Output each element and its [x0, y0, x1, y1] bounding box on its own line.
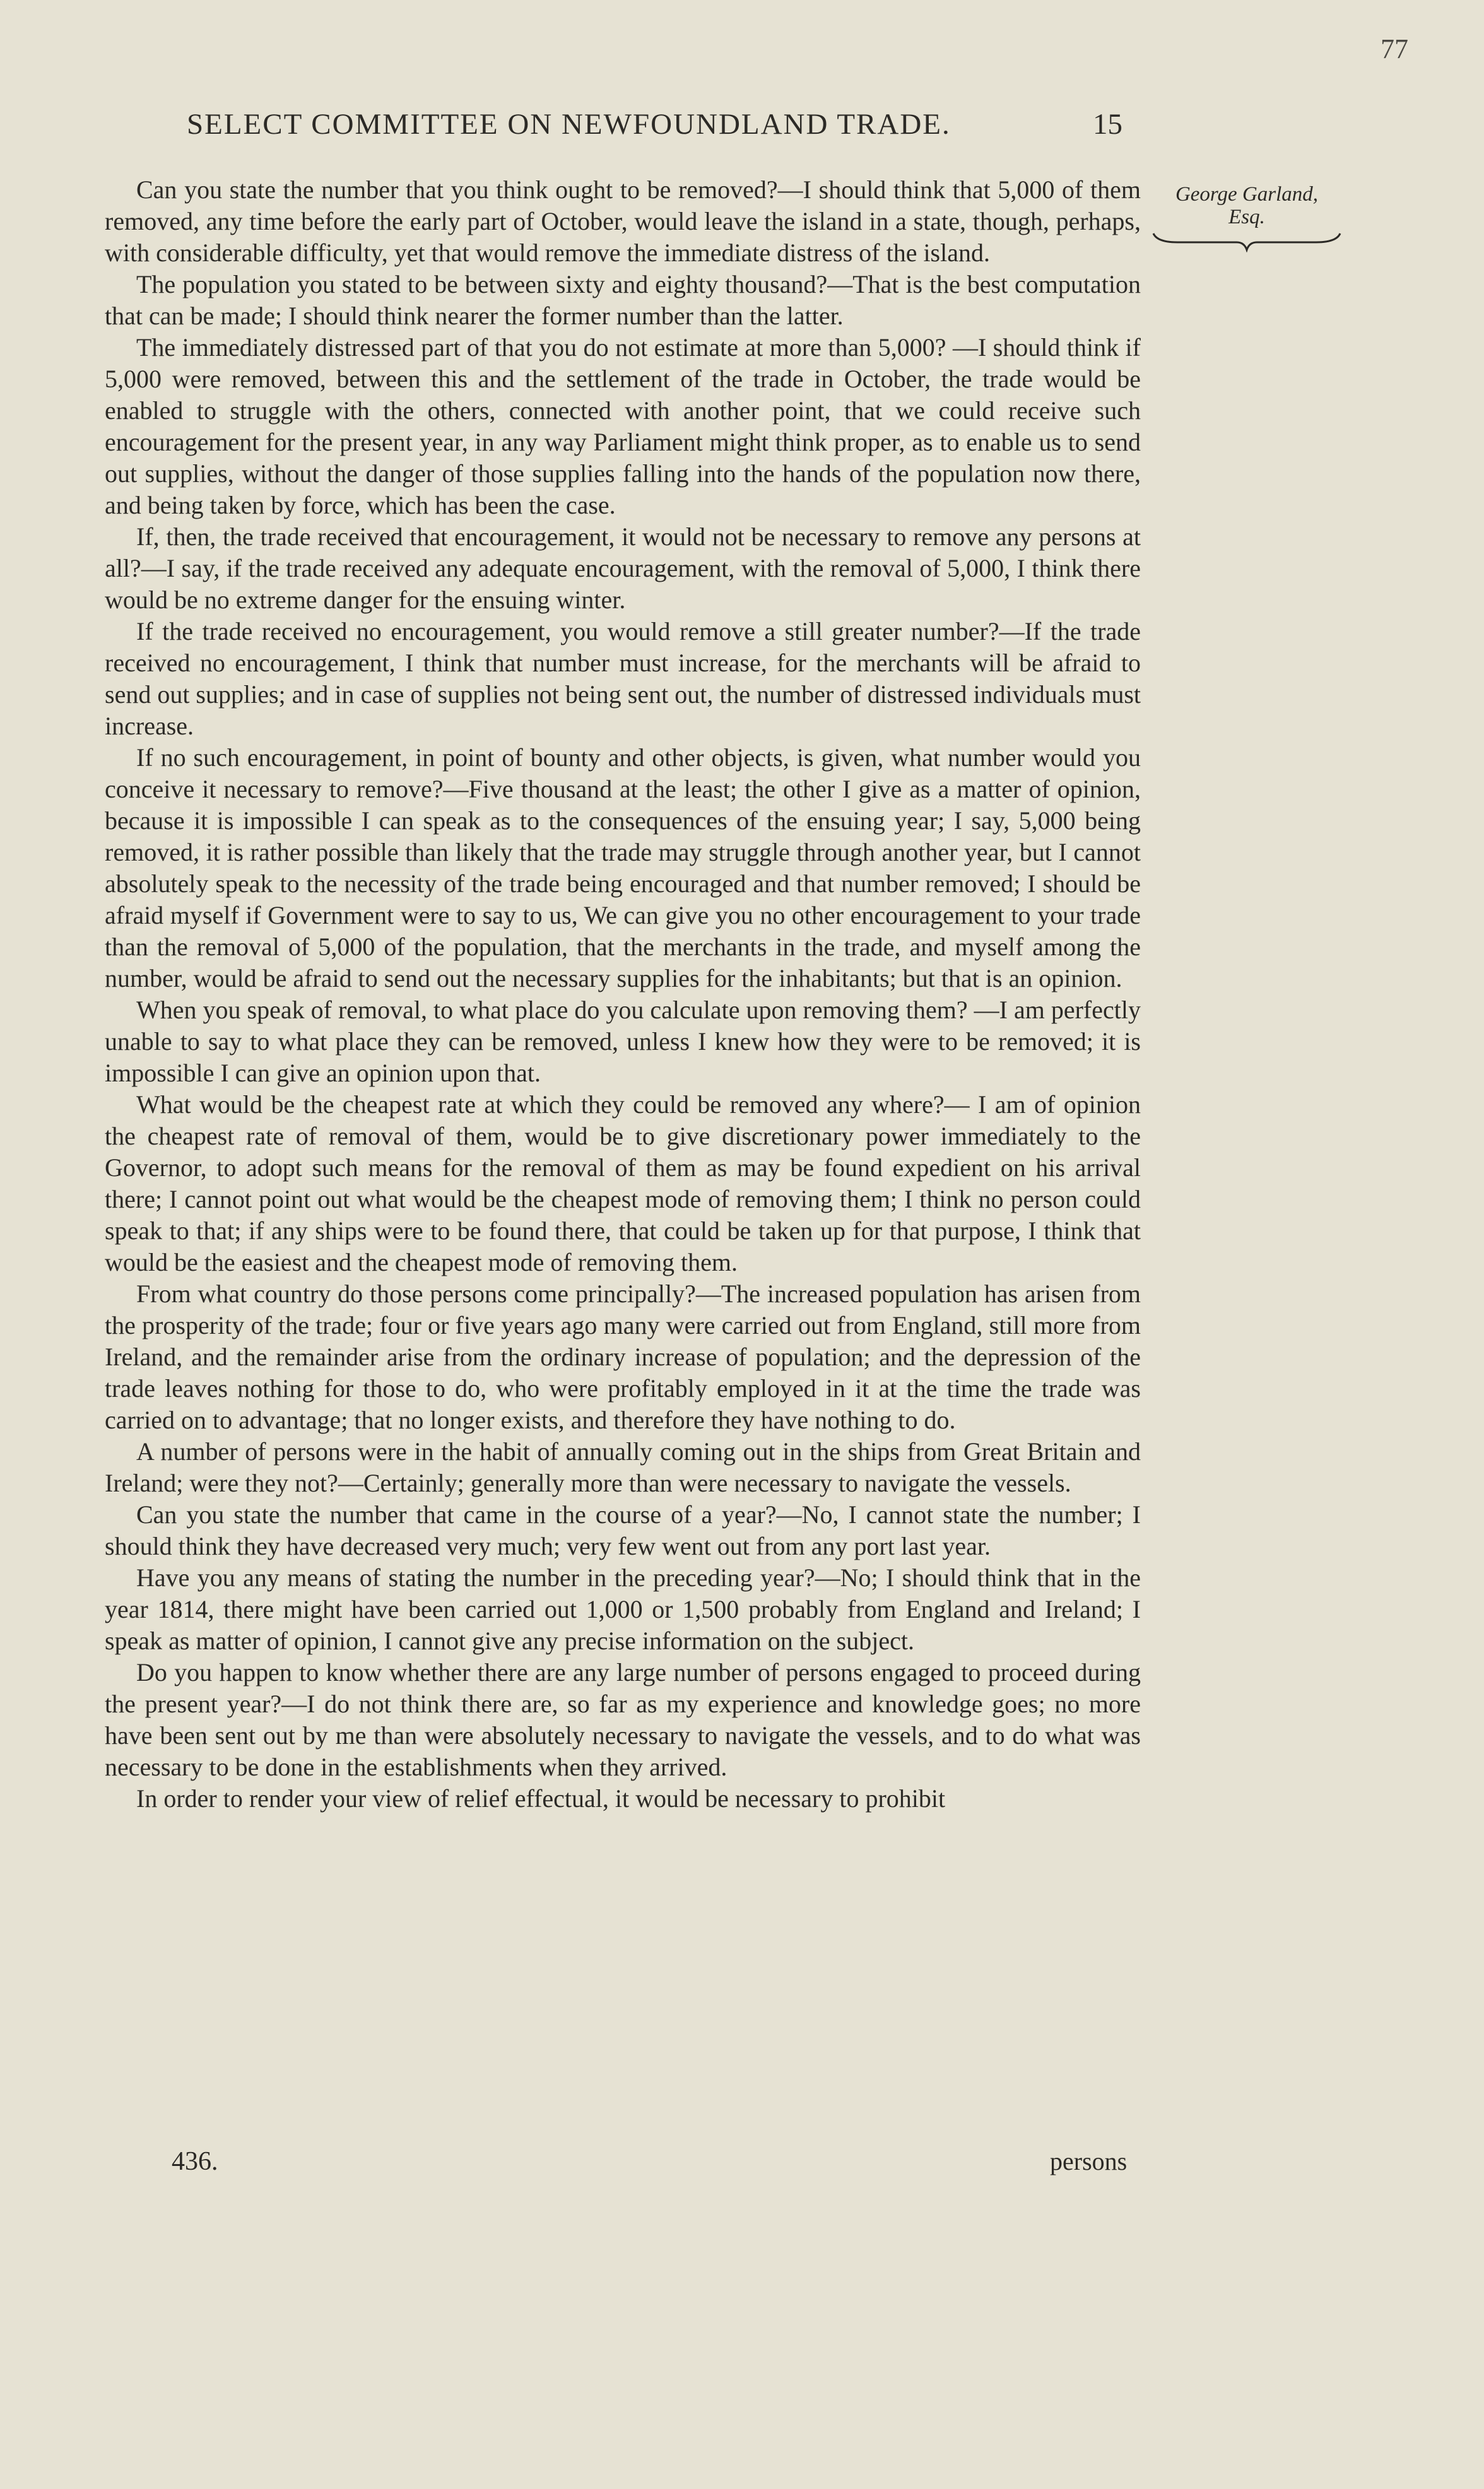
running-header — [187, 107, 1133, 141]
paragraph: If, then, the trade received that encouragement, it would not be necessary to remove any persons at all?—I say, if the trade received any adequate encouragement, with the removal of 5,000, I think there would be no extreme danger for the ensuing winter. — [105, 522, 1141, 614]
header-title: SELECT COMMITTEE ON NEWFOUNDLAND TRADE. — [187, 108, 951, 141]
catchword: persons — [1050, 2147, 1128, 2175]
paragraph: A number of persons were in the habit of annually coming out in the ships from Great Britain and Ireland; were they not?—Certainly; generally more than were necessary to navigate the vessels. — [105, 1437, 1141, 1497]
page-number: 77 — [1381, 33, 1408, 64]
paragraph: Do you happen to know whether there are any large number of persons engaged to proceed during the present year?—I do not think there are, so far as my experience and knowledge goes; no more have been sent out by me than were absolutely necessary to navigate the vessels, and to do what was necessary to be done in the establishments when they arrived. — [105, 1658, 1141, 1781]
paragraph: Have you any means of stating the number in the preceding year?—No; I should think that in the year 1814, there might have been carried out 1,000 or 1,500 probably from England and Ireland; I speak as matter of opinion, I cannot give any precise information on the subject. — [105, 1563, 1141, 1655]
witness-suffix: Esq. — [1228, 206, 1265, 228]
sheet-number: 15 — [1093, 108, 1122, 141]
paragraph: If the trade received no encouragement, you would remove a still greater number?—If the trade received no encouragement, I think that number must increase, for the merchants will be afraid to send out supplies; and in case of supplies not being sent out, the number of distressed individuals must increase. — [105, 617, 1141, 740]
paragraph: What would be the cheapest rate at which they could be removed any where?— I am of opinion the cheapest rate of removal of them, would be to give discretionary power immediately to the Governor, to adopt such means for the removal of them as may be found expedient on his arrival there; I cannot point out what would be the cheapest mode of removing them; I think no person could speak to that; if any ships were to be found there, that could be taken up for that purpose, I think that would be the easiest and the cheapest mode of removing them. — [105, 1090, 1141, 1276]
paragraph: Can you state the number that you think ought to be removed?—I should think that 5,000 of them removed, any time before the early part of October, would leave the island in a state, though, perhaps, with considerable difficulty, yet that would remove the immediate distress of the island. — [105, 175, 1141, 267]
witness-name: George Garland, — [1175, 183, 1319, 206]
brace-icon — [1152, 231, 1341, 252]
paragraph: Can you state the number that came in the course of a year?—No, I cannot state the number; I should think they have decreased very much; very few went out from any port last year. — [105, 1500, 1141, 1560]
body-text — [105, 174, 1141, 1815]
paragraph: When you speak of removal, to what place do you calculate upon removing them? —I am perfectly unable to say to what place they can be removed, unless I knew how they were to be removed; it is impossible I can give an opinion upon that. — [105, 996, 1141, 1087]
paragraph: If no such encouragement, in point of bounty and other objects, is given, what number would you conceive it necessary to remove?—Five thousand at the least; the other I give as a matter of opinion, because it is impossible I can speak as to the consequences of the ensuing year; I say, 5,000 being removed, it is rather possible than likely that the trade may struggle through another year, but I cannot absolutely speak to the necessity of the trade being encouraged and that number removed; I should be afraid myself if Government were to say to us, We can give you no other encouragement to your trade than the removal of 5,000 of the population, that the merchants in the trade, and myself among the number, would be afraid to send out the necessary supplies for the inhabitants; but that is an opinion. — [105, 743, 1141, 992]
margin-note — [1152, 183, 1341, 252]
paragraph: From what country do those persons come principally?—The increased population has arisen from the prosperity of the trade; four or five years ago many were carried out from England, still more from Ireland, and the remainder arise from the ordinary increase of population; and the depression of the trade leaves nothing for those to do, who were profitably employed in it at the time the trade was carried on to advantage; that no longer exists, and therefore they have nothing to do. — [105, 1280, 1141, 1434]
paragraph: The population you stated to be between sixty and eighty thousand?—That is the best computation that can be made; I should think nearer the former number than the latter. — [105, 270, 1141, 330]
signature-mark: 436. — [172, 2147, 218, 2176]
paragraph: In order to render your view of relief effectual, it would be necessary to prohibit — [136, 1784, 946, 1813]
paragraph: The immediately distressed part of that you do not estimate at more than 5,000? —I should think if 5,000 were removed, between this and the settlement of the trade in October, the trade would be enabled to struggle with the others, connected with another point, that we could receive such encouragement for the present year, in any way Parliament might think proper, as to enable us to send out supplies, without the danger of those supplies falling into the hands of the population now there, and being taken by force, which has been the case. — [105, 333, 1141, 519]
